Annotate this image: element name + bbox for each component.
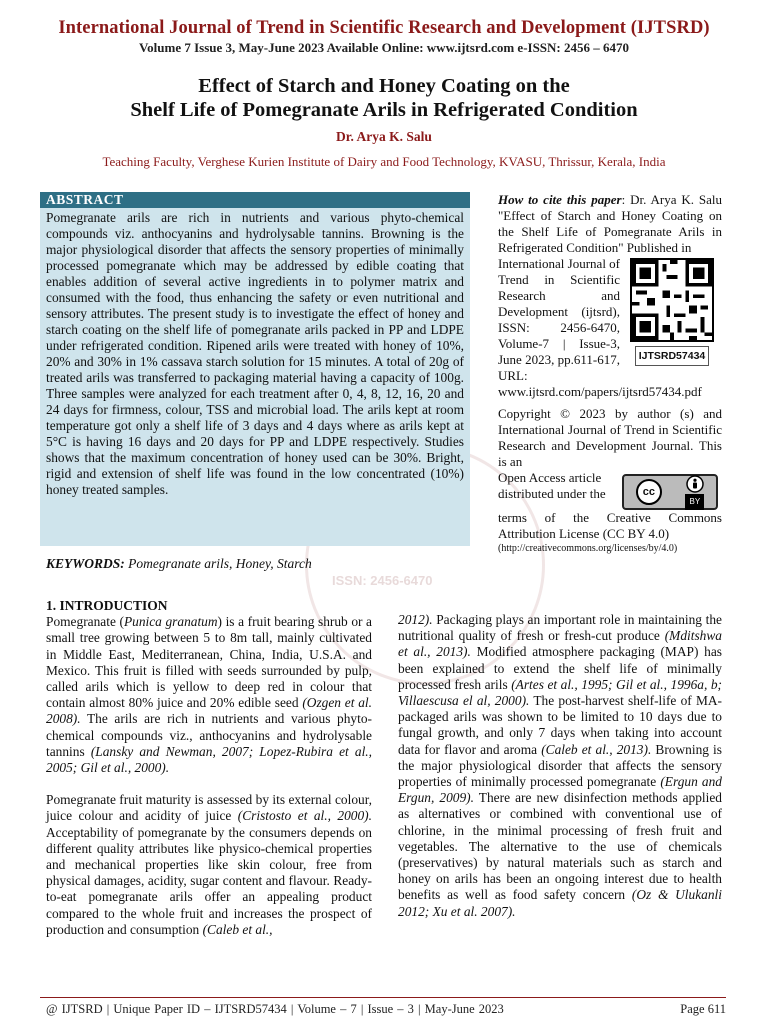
page-footer — [46, 1002, 726, 1017]
person-icon — [686, 475, 704, 493]
copyright-open-access: Open Access article distributed under the — [498, 470, 606, 501]
abstract-text: Pomegranate arils are rich in nutrients and various phyto-chemical compounds viz. anthocyanins and hydrolysable tannins. Browning is the major physiological disorder that affects the sensory properties of minimally processed pomegranate which may be addressed by edible coating that enables addition of several active ingredients in to polymer matrix and consumed with the food, thus enhancing the safety or even nutritional and sensory attributes. The present study is to investigate the effect of honey and starch coating on the shelf life of pomegranate arils packed in PP and LDPE under refrigerated condition. Ripened arils were treated with honey of 10%, 20% and 30% in 1% cassava starch solution for 15 minutes. A total of 20g of treated arils was transferred to packaging material having a capacity of 100g. Three samples were analyzed for each treatment after 0, 4, 8, 12, 16, 20 and 24 days for firmness, colour, TSS and microbial load. The arils kept at room temperature got only a shelf life of 3 days and 4 days where as arils kept at 5°C is having 16 days and 20 days for PP and LDPE respectively. Studies shows that the maximum concentration of honey used can be 30%. Bright, rigid and extension of shelf life was found in the low concentrated (10%) honey treated samples. — [46, 210, 464, 497]
author-affiliation: Teaching Faculty, Verghese Kurien Institute of Dairy and Food Technology, KVASU, Thrissur, Kerala, India — [102, 154, 666, 169]
citation-body-top: : Dr. Arya K. Salu "Effect of Starch and Honey Coating on the Shelf Life of Pomegranate Arils in Refrigerated Condition" Published in — [498, 192, 722, 255]
keywords — [46, 556, 476, 572]
qr-wrap — [624, 256, 720, 384]
intro-paragraph-2-continued — [398, 612, 722, 920]
copyright-split — [498, 470, 722, 510]
by-label: BY — [685, 494, 704, 510]
keywords-text: Pomegranate arils, Honey, Starch — [124, 556, 312, 571]
citation-body-split: International Journal of Trend in Scientific Research and Development (ijtsrd), ISSN: 2456-6470, Volume-7 | Issue-3, June 2023, pp.611-617, URL: — [498, 256, 621, 383]
text-run: Packaging plays an important role in maintaining the nutritional quality of fresh or fresh-cut produce — [398, 612, 722, 644]
citation-intro — [498, 192, 722, 256]
section-heading-introduction: 1. INTRODUCTION — [46, 598, 168, 613]
citation-split — [498, 256, 722, 384]
text-run: The post-harvest shelf-life of MA-packaged arils was shown to be limited to 10 days due to fungal growth, and only 7 days when taking into account data for flavor and aroma — [398, 693, 722, 757]
page-number: Page 611 — [680, 1002, 726, 1016]
inline-citation: (Mditshwa et al., 2013). — [398, 628, 722, 660]
text-run: Acceptability of pomegranate by the consumers depends on different quality attributes like physico-chemical properties and mechanical properties like skin colour, free from physical damages, acidity, sugar content and flavour. Ready-to-eat pomegranate arils offer an appealing product compared to the whole fruit and increases the prospect of production and consumption — [46, 824, 372, 937]
inline-citation: (Caleb et al., — [202, 921, 273, 937]
qr-code-icon[interactable] — [630, 258, 714, 342]
watermark-text: ISSN: 2456-6470 — [332, 573, 433, 588]
intro-paragraph-1 — [46, 614, 372, 776]
citation-block — [498, 192, 722, 400]
inline-citation: (Cristosto et al., 2000). — [237, 808, 372, 824]
text-run: ) is a fruit bearing shrub or a small tree growing between 5 to 8m tall, mainly cultivated in Middle East, Mediterranean, China, India, U.S.A. and Mexico. This fruit is filled with seeds surrounded by pulp, called arils which is yellow to deep red in colour that contain almost 80% juice and 20% edible seed — [46, 614, 372, 711]
text-run: Pomegranate ( — [46, 614, 124, 630]
keywords-label: KEYWORDS: — [46, 556, 125, 571]
inline-citation: (Artes et al., 1995; Gil et al., 1996a, b; Villaescusa el al, 2000). — [398, 676, 722, 709]
body-column-left — [46, 598, 372, 938]
paper-title-line-1: Effect of Starch and Honey Coating on the — [198, 75, 570, 97]
footer-info: @ IJTSRD | Unique Paper ID – IJTSRD57434 | Volume – 7 | Issue – 3 | May-June 2023 — [46, 1002, 504, 1016]
qr-paper-id: IJTSRD57434 — [635, 346, 710, 366]
text-run: There are new disinfection methods applied as alternatives or combined with conventional use of chlorine, in the minimal processing of fresh fruit and vegetables. The alternative to the use of chemicals (preservatives) by natural materials such as starch and honey on arils has been an ongoing interest due to health benefits as well as food safety concern — [398, 790, 722, 903]
abstract-box — [40, 192, 470, 546]
text-run: Modified atmosphere packaging (MAP) has been explained to extend the shelf life of minimally processed fresh arils — [398, 644, 722, 692]
text-run: The arils are rich in nutrients and various phyto-chemical compounds viz., anthocyanins and hydrolysable tannins — [46, 711, 372, 759]
text-run: Browning is the major physiological disorder that affects the sensory properties of minimally processed pomegranate — [398, 741, 722, 790]
footer-divider — [40, 997, 726, 998]
copyright-block — [498, 406, 722, 555]
paper-title-line-2: Shelf Life of Pomegranate Arils in Refrigerated Condition — [130, 99, 638, 121]
citation-url[interactable]: www.ijtsrd.com/papers/ijtsrd57434.pdf — [498, 384, 702, 399]
text-run: Pomegranate fruit maturity is assessed by its external colour, juice colour and acidity of juice — [46, 792, 372, 824]
body-column-right — [398, 612, 722, 920]
license-url[interactable]: (http://creativecommons.org/licenses/by/4.0) — [498, 543, 678, 554]
copyright-text: Copyright © 2023 by author (s) and International Journal of Trend in Scientific Research and Development Journal. This is an — [498, 406, 722, 469]
copyright-tail: terms of the Creative Commons Attribution License (CC BY 4.0) — [498, 510, 722, 541]
journal-issue-line: Volume 7 Issue 3, May-June 2023 Available Online: www.ijtsrd.com e-ISSN: 2456 – 6470 — [138, 40, 630, 55]
cc-by-license-icon[interactable] — [622, 474, 718, 510]
inline-citation: (Lansky and Newman, 2007; Lopez-Rubira et al., 2005; Gil et al., 2000). — [46, 743, 373, 776]
by-attribution-icon — [685, 475, 704, 510]
inline-citation: (Caleb et al., 2013). — [541, 741, 652, 757]
journal-title: International Journal of Trend in Scientific Research and Development (IJTSRD) — [58, 18, 710, 38]
citation-lead: How to cite this paper — [498, 192, 622, 207]
intro-paragraph-2 — [46, 792, 372, 938]
paper-title — [0, 74, 768, 122]
species-name: Punica granatum — [123, 614, 218, 630]
inline-citation: (Oz & Ulukanli 2012; Xu et al. 2007). — [398, 887, 722, 919]
inline-citation: (Ozgen et al. 2008). — [46, 695, 372, 727]
inline-citation: 2012). — [398, 612, 433, 627]
abstract-heading: ABSTRACT — [40, 192, 470, 208]
author-name: Dr. Arya K. Salu — [336, 129, 432, 144]
cc-icon: cc — [636, 479, 662, 505]
inline-citation: (Ergun and Ergun, 2009). — [398, 774, 722, 806]
